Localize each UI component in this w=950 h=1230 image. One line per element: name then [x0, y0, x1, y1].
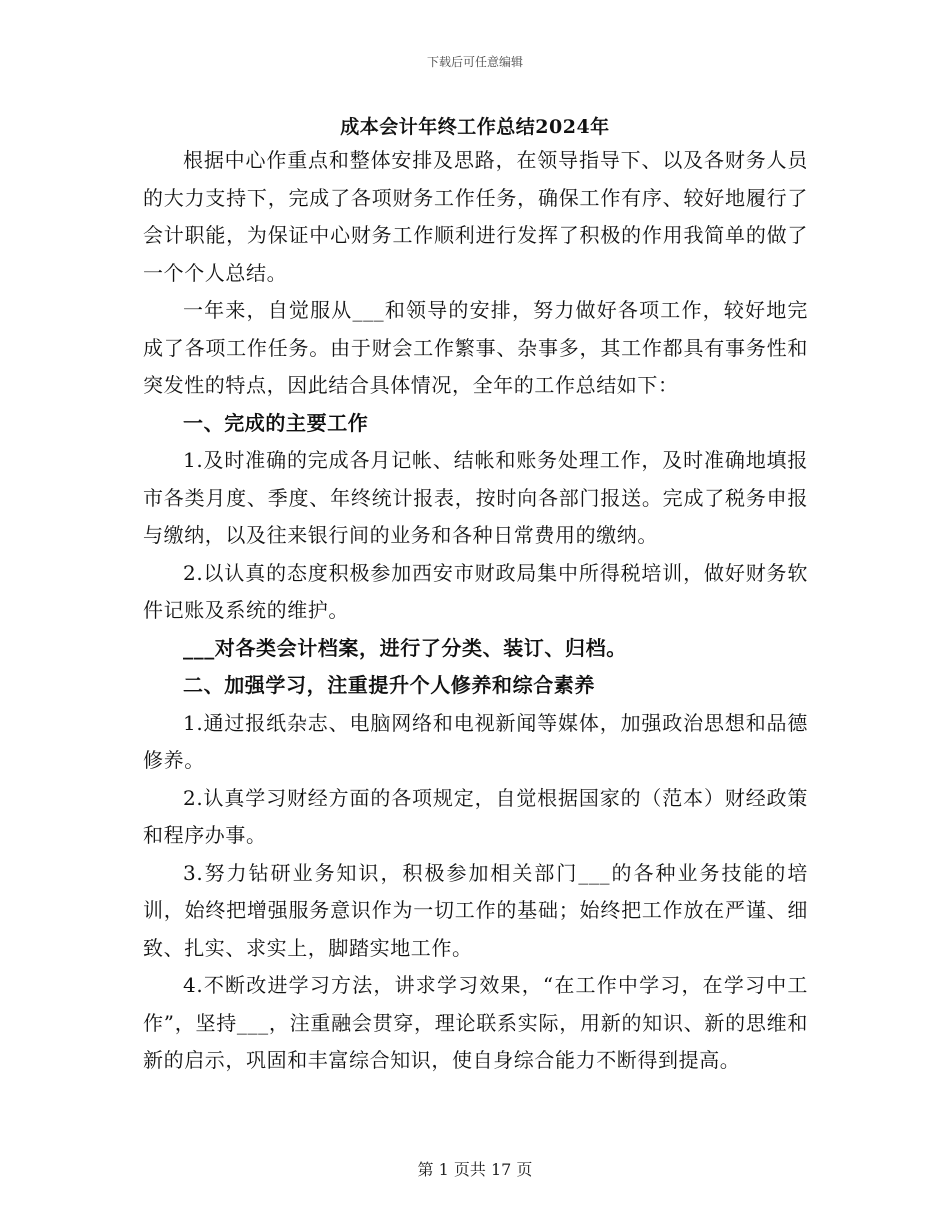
paragraph-learning-1: 1.通过报纸杂志、电脑网络和电视新闻等媒体，加强政治思想和品德修养。: [143, 710, 808, 772]
page-header-note: 下载后可任意编辑: [426, 55, 523, 69]
paragraph-item-2: 2.以认真的态度积极参加西安市财政局集中所得税培训，做好财务软件记账及系统的维护。: [143, 560, 808, 622]
section-heading-main-work: 一、完成的主要工作: [183, 410, 369, 435]
paragraph-learning-2: 2.认真学习财经方面的各项规定，自觉根据国家的（范本）财经政策和程序办事。: [143, 785, 808, 847]
document-body: [143, 142, 808, 1080]
paragraph-learning-4: 4.不断改进学习方法，讲求学习效果，“在工作中学习，在学习中工作”，坚持___，注重融会贯穿，理论联系实际，用新的知识、新的思维和新的启示，巩固和丰富综合知识，使自身综合能力不断得到提高。: [143, 973, 808, 1072]
paragraph-item-1: 1.及时准确的完成各月记帐、结帐和账务处理工作，及时准确地填报市各类月度、季度、年终统计报表，按时向各部门报送。完成了税务申报与缴纳，以及往来银行间的业务和各种日常费用的缴纳。: [143, 448, 808, 547]
paragraph-archives: ___对各类会计档案，进行了分类、装订、归档。: [183, 635, 627, 660]
section-heading-learning: 二、加强学习，注重提升个人修养和综合素养: [183, 673, 595, 697]
paragraph-intro: 根据中心作重点和整体安排及思路，在领导指导下、以及各财务人员的大力支持下，完成了各项财务工作任务，确保工作有序、较好地履行了会计职能，为保证中心财务工作顺利进行发挥了积极的作用我简单的做了一个个人总结。: [143, 148, 808, 285]
page-number: 第 1 页共 17 页: [417, 1160, 533, 1179]
document-title: 成本会计年终工作总结2024年: [340, 116, 610, 138]
paragraph-learning-3: 3.努力钻研业务知识，积极参加相关部门___的各种业务技能的培训，始终把增强服务意识作为一切工作的基础；始终把工作放在严谨、细致、扎实、求实上，脚踏实地工作。: [143, 860, 808, 960]
paragraph-overview: 一年来，自觉服从___和领导的安排，努力做好各项工作，较好地完成了各项工作任务。由于财会工作繁事、杂事多，其工作都具有事务性和突发性的特点，因此结合具体情况，全年的工作总结如下：: [143, 298, 808, 397]
